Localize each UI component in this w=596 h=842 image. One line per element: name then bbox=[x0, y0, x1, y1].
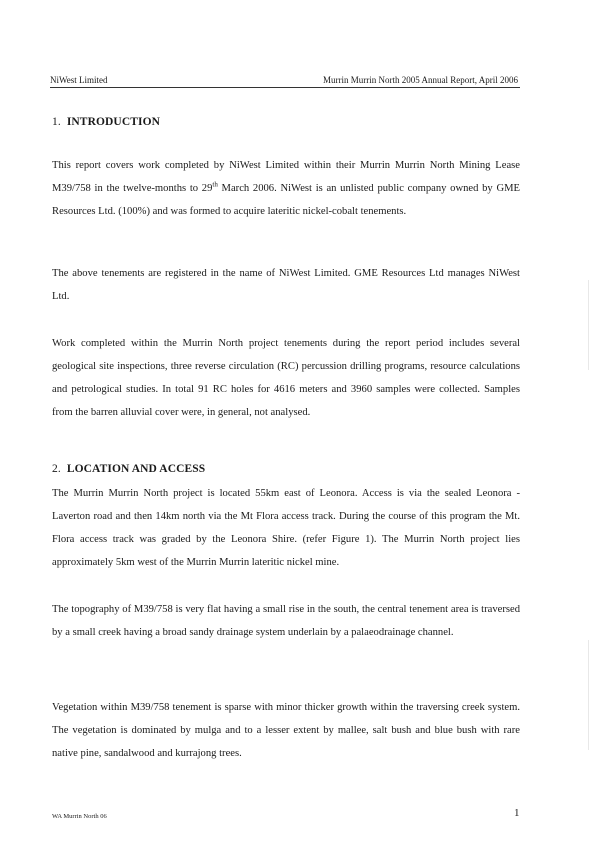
header-report-title: Murrin Murrin North 2005 Annual Report, April 2006 bbox=[323, 75, 518, 85]
section-1-heading bbox=[52, 116, 160, 128]
section-1-title: INTRODUCTION bbox=[66, 116, 161, 128]
section-2-heading bbox=[52, 463, 205, 475]
location-paragraph-2: The topography of M39/758 is very flat having a small rise in the south, the central tenement area is traversed by a small creek having a broad sandy drainage system underlain by a palaeodrainage channel. bbox=[52, 604, 520, 638]
section-2-number: 2. bbox=[52, 463, 61, 475]
scan-edge-mark bbox=[588, 640, 589, 750]
intro-p1-end: March 2006. NiWest is an unlisted public company owned by GME Resources Ltd. (100%) and was formed to acquire lateritic nickel-cobalt tenements. bbox=[52, 183, 520, 217]
intro-paragraph-2: The above tenements are registered in the name of NiWest Limited. GME Resources Ltd manages NiWest Ltd. bbox=[52, 268, 520, 302]
intro-p1-start: This report covers work completed by NiWest Limited within their Murrin Murrin North Mining Lease M39/758 in the twelve-months to 29 bbox=[52, 160, 520, 194]
section-2-title: LOCATION AND ACCESS bbox=[66, 463, 206, 475]
section-1-number: 1. bbox=[52, 116, 61, 128]
intro-paragraph-1 bbox=[52, 154, 520, 223]
location-paragraph-3: Vegetation within M39/758 tenement is sparse with minor thicker growth within the traversing creek system. The vegetation is dominated by mulga and to a lesser extent by mallee, salt bush and blue bush with rare native pine, sandalwood and kurrajong trees. bbox=[52, 702, 520, 759]
page-header bbox=[50, 73, 520, 88]
location-paragraph-1: The Murrin Murrin North project is located 55km east of Leonora. Access is via the sealed Leonora - Laverton road and then 14km north via the Mt Flora access track. During the course of this program the Mt. Flora access track was graded by the Leonora Shire. (refer Figure 1). The Murrin North project lies approximately 5km west of the Murrin Murrin lateritic nickel mine. bbox=[52, 488, 520, 568]
header-company: NiWest Limited bbox=[50, 75, 108, 85]
footer-document-id: WA Murrin North 06 bbox=[52, 813, 107, 820]
scan-edge-mark bbox=[588, 280, 589, 370]
page-number: 1 bbox=[514, 807, 520, 819]
intro-paragraph-3: Work completed within the Murrin North project tenements during the report period includes several geological site inspections, three reverse circulation (RC) percussion drilling programs, resource calculations and petrological studies. In total 91 RC holes for 4616 meters and 3960 samples were collected. Samples from the barren alluvial cover were, in general, not analysed. bbox=[52, 338, 520, 418]
intro-p1-superscript: th bbox=[212, 180, 218, 189]
